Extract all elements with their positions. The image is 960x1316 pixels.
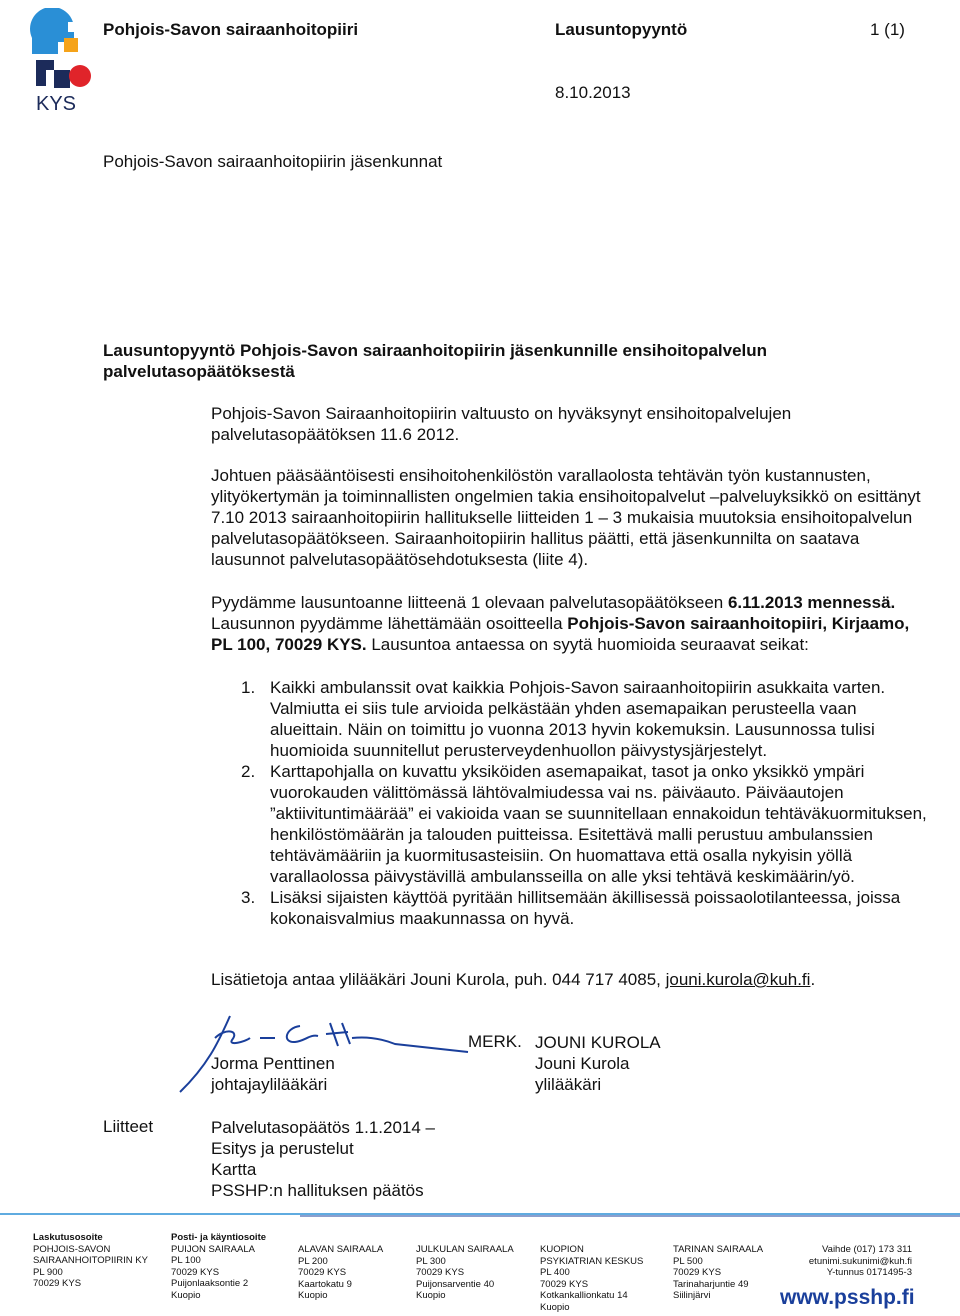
footer-line: Siilinjärvi: [673, 1290, 711, 1301]
footer-line: Y-tunnus 0171495-3: [826, 1267, 912, 1278]
footer-line: PL 200: [298, 1255, 328, 1267]
footer-line: 70029 KYS: [33, 1278, 82, 1289]
organization-name: Pohjois-Savon sairaanhoitopiiri: [103, 20, 359, 39]
kys-logo: [28, 8, 98, 116]
footer-line: JULKULAN SAIRAALA: [416, 1244, 514, 1255]
attachments-list: [211, 1117, 435, 1201]
attachment-item: Esitys ja perustelut: [211, 1139, 354, 1158]
footer-line: Tarinaharjuntie 49: [673, 1278, 749, 1290]
footer-line: PL 300: [416, 1255, 446, 1267]
footer-line: PL 400: [540, 1267, 570, 1278]
footer-line: PL 500: [673, 1255, 703, 1267]
signature-right: [535, 1032, 661, 1095]
footer-tarina-address: [673, 1244, 763, 1302]
attachments-label: Liitteet: [103, 1117, 154, 1136]
footer-contact: [800, 1244, 912, 1279]
recipient: Pohjois-Savon sairaanhoitopiirin jäsenkunnat: [103, 152, 443, 171]
contact-info: [211, 969, 931, 990]
contact-text: Lisätietoja antaa ylilääkäri Jouni Kurola, puh. 044 717 4085,: [211, 970, 666, 989]
footer-line: PSYKIATRIAN KESKUS: [540, 1255, 644, 1267]
footer-psych-address: [540, 1244, 643, 1313]
footer-line: Kaartokatu 9: [298, 1278, 352, 1290]
list-item-text: Karttapohjalla on kuvattu yksiköiden asemapaikat, tasot ja onko yksikkö ympäri vuorokauden välittömässä lähtövalmiudessa vai ns. päiväauto. Päiväautojen ”aktiivituntimäärää” ei vakioida vaan se suunnitellaan ennakoidun tehtäväkuormituksen, henkilöstömäärän ja talouden puitteissa. Esitettävä malli perustuu ambulanssien tehtävämääriin ja kuormitusasteisiin. On huomattava että osalla nykyisin yöllä varallaolossa päivystävillä ambulansseilla on alle yksi tehtävä keskimäärin/yö.: [270, 762, 927, 886]
footer-line: 70029 KYS: [673, 1267, 722, 1278]
footer-heading: Posti- ja käyntiosoite: [171, 1232, 267, 1243]
document-date: 8.10.2013: [555, 83, 631, 102]
paragraph-3: [211, 592, 931, 655]
footer-line: Kuopio: [171, 1289, 201, 1301]
footer-line: Vaihde (017) 173 311: [822, 1244, 912, 1255]
p3-text-a: Pyydämme lausuntoanne liitteenä 1 olevaan palvelutasopäätökseen: [211, 593, 728, 612]
list-item: [211, 761, 931, 887]
attachment-item: Kartta: [211, 1160, 257, 1179]
footer-line: Kuopio: [298, 1290, 328, 1301]
footer-line: SAIRAANHOITOPIIRIN KY: [33, 1255, 148, 1266]
signer-name: Jouni Kurola: [535, 1054, 630, 1073]
p3-address: Pohjois-Savon sairaanhoitopiiri, Kirjaamo, PL 100, 70029 KYS.: [211, 614, 910, 654]
footer-line: Kuopio: [540, 1301, 570, 1313]
paragraph-2: Johtuen pääsääntöisesti ensihoitohenkilöstön varallaolosta tehtävän työn kustannusten, ylityökertymän ja toiminnallisten ongelmien takia ensihoitopalvelut –palveluyksikkö on esittänyt 7.10 2013 sairaanhoitopiirin hallitukselle liitteiden 1 – 3 mukaisia muutoksia ensihoitopalvelun palvelutasopäätökseen. Sairaanhoitopiirin hallitus päätti, että jäsenkunnilta on saatava lausunnot palvelutasopäätösehdotuksesta (liite 4).: [211, 466, 921, 569]
footer-line: Puijonlaaksontie 2: [171, 1278, 249, 1289]
footer-line: Kuopio: [416, 1290, 446, 1301]
footer-line: Kotkankallionkatu 14: [540, 1290, 628, 1301]
signature-left: [211, 1053, 335, 1095]
footer-line: KUOPION: [540, 1244, 584, 1255]
list-item-text: Kaikki ambulanssit ovat kaikkia Pohjois-Savon sairaanhoitopiirin asukkaita varten. Valmiutta ei siis tule arvioida pelkästään yhden asemapaikan perusteella vaan alueittain. Näin on toimittu jo vuonna 2013 hyvin kokemuksin. Lausunnossa tulisi huomioida suunnitellut perusterveydenhuollon päivystysjärjestelyt.: [270, 678, 886, 760]
signer-name: Jorma Penttinen: [211, 1054, 335, 1073]
p3-deadline: 6.11.2013 mennessä.: [727, 593, 896, 612]
merk-label: MERK.: [468, 1032, 522, 1051]
page-number: 1 (1): [870, 20, 905, 39]
list-item-number: 2.: [241, 762, 256, 781]
attachment-item: PSSHP:n hallituksen päätös: [211, 1181, 424, 1200]
footer-divider: [0, 1208, 960, 1218]
footer-line: PL 900: [33, 1266, 63, 1278]
p3-text-b: Lausunnon pyydämme lähettämään osoitteella: [211, 614, 568, 633]
footer-heading: Laskutusosoite: [33, 1232, 103, 1243]
footer-line: 70029 KYS: [171, 1266, 220, 1278]
website-link[interactable]: www.psshp.fi: [780, 1286, 915, 1309]
footer-line: 70029 KYS: [416, 1267, 465, 1278]
footer-julkula-address: [416, 1244, 514, 1302]
subject-heading: Lausuntopyyntö Pohjois-Savon sairaanhoitopiirin jäsenkunnille ensihoitopalvelun palvelutasopäätöksestä: [103, 341, 768, 381]
document-type: Lausuntopyyntö: [555, 20, 688, 39]
logo-text: KYS: [36, 93, 77, 115]
footer-line: ALAVAN SAIRAALA: [298, 1244, 384, 1255]
paragraph-1: Pohjois-Savon Sairaanhoitopiirin valtuusto on hyväksynyt ensihoitopalvelujen palvelutasopäätöksen 11.6 2012.: [211, 404, 792, 444]
footer-line: Puijonsarventie 40: [416, 1278, 495, 1290]
list-item-number: 3.: [241, 888, 256, 907]
footer-line: etunimi.sukunimi@kuh.fi: [808, 1255, 912, 1267]
footer-alava-address: [298, 1244, 383, 1302]
list-item: [211, 887, 931, 929]
signer-title: johtajaylilääkäri: [211, 1075, 328, 1094]
footer-line: 70029 KYS: [540, 1278, 589, 1290]
contact-end: .: [810, 970, 816, 989]
numbered-list: [211, 677, 931, 929]
p3-text-c: Lausuntoa antaessa on syytä huomioida seuraavat seikat:: [366, 635, 809, 654]
footer-line: PUIJON SAIRAALA: [171, 1243, 255, 1255]
contact-email-link[interactable]: jouni.kurola@kuh.fi: [665, 970, 811, 989]
footer-line: 70029 KYS: [298, 1267, 347, 1278]
signer-title: ylilääkäri: [535, 1075, 602, 1094]
list-item: [211, 677, 931, 761]
footer-line: PL 100: [171, 1255, 201, 1266]
footer-line: POHJOIS-SAVON: [33, 1243, 111, 1255]
footer-line: TARINAN SAIRAALA: [673, 1244, 764, 1255]
footer-billing-address: [33, 1232, 148, 1290]
signer-name-caps: JOUNI KUROLA: [535, 1033, 661, 1052]
list-item-number: 1.: [241, 678, 256, 697]
list-item-text: Lisäksi sijaisten käyttöä pyritään hillitsemään äkillisessä poissaolotilanteessa, joissa kokonaisvalmius maakunnassa on hyvä.: [270, 888, 901, 928]
footer-postal-address: [171, 1232, 266, 1301]
attachment-item: Palvelutasopäätös 1.1.2014 –: [211, 1118, 436, 1137]
